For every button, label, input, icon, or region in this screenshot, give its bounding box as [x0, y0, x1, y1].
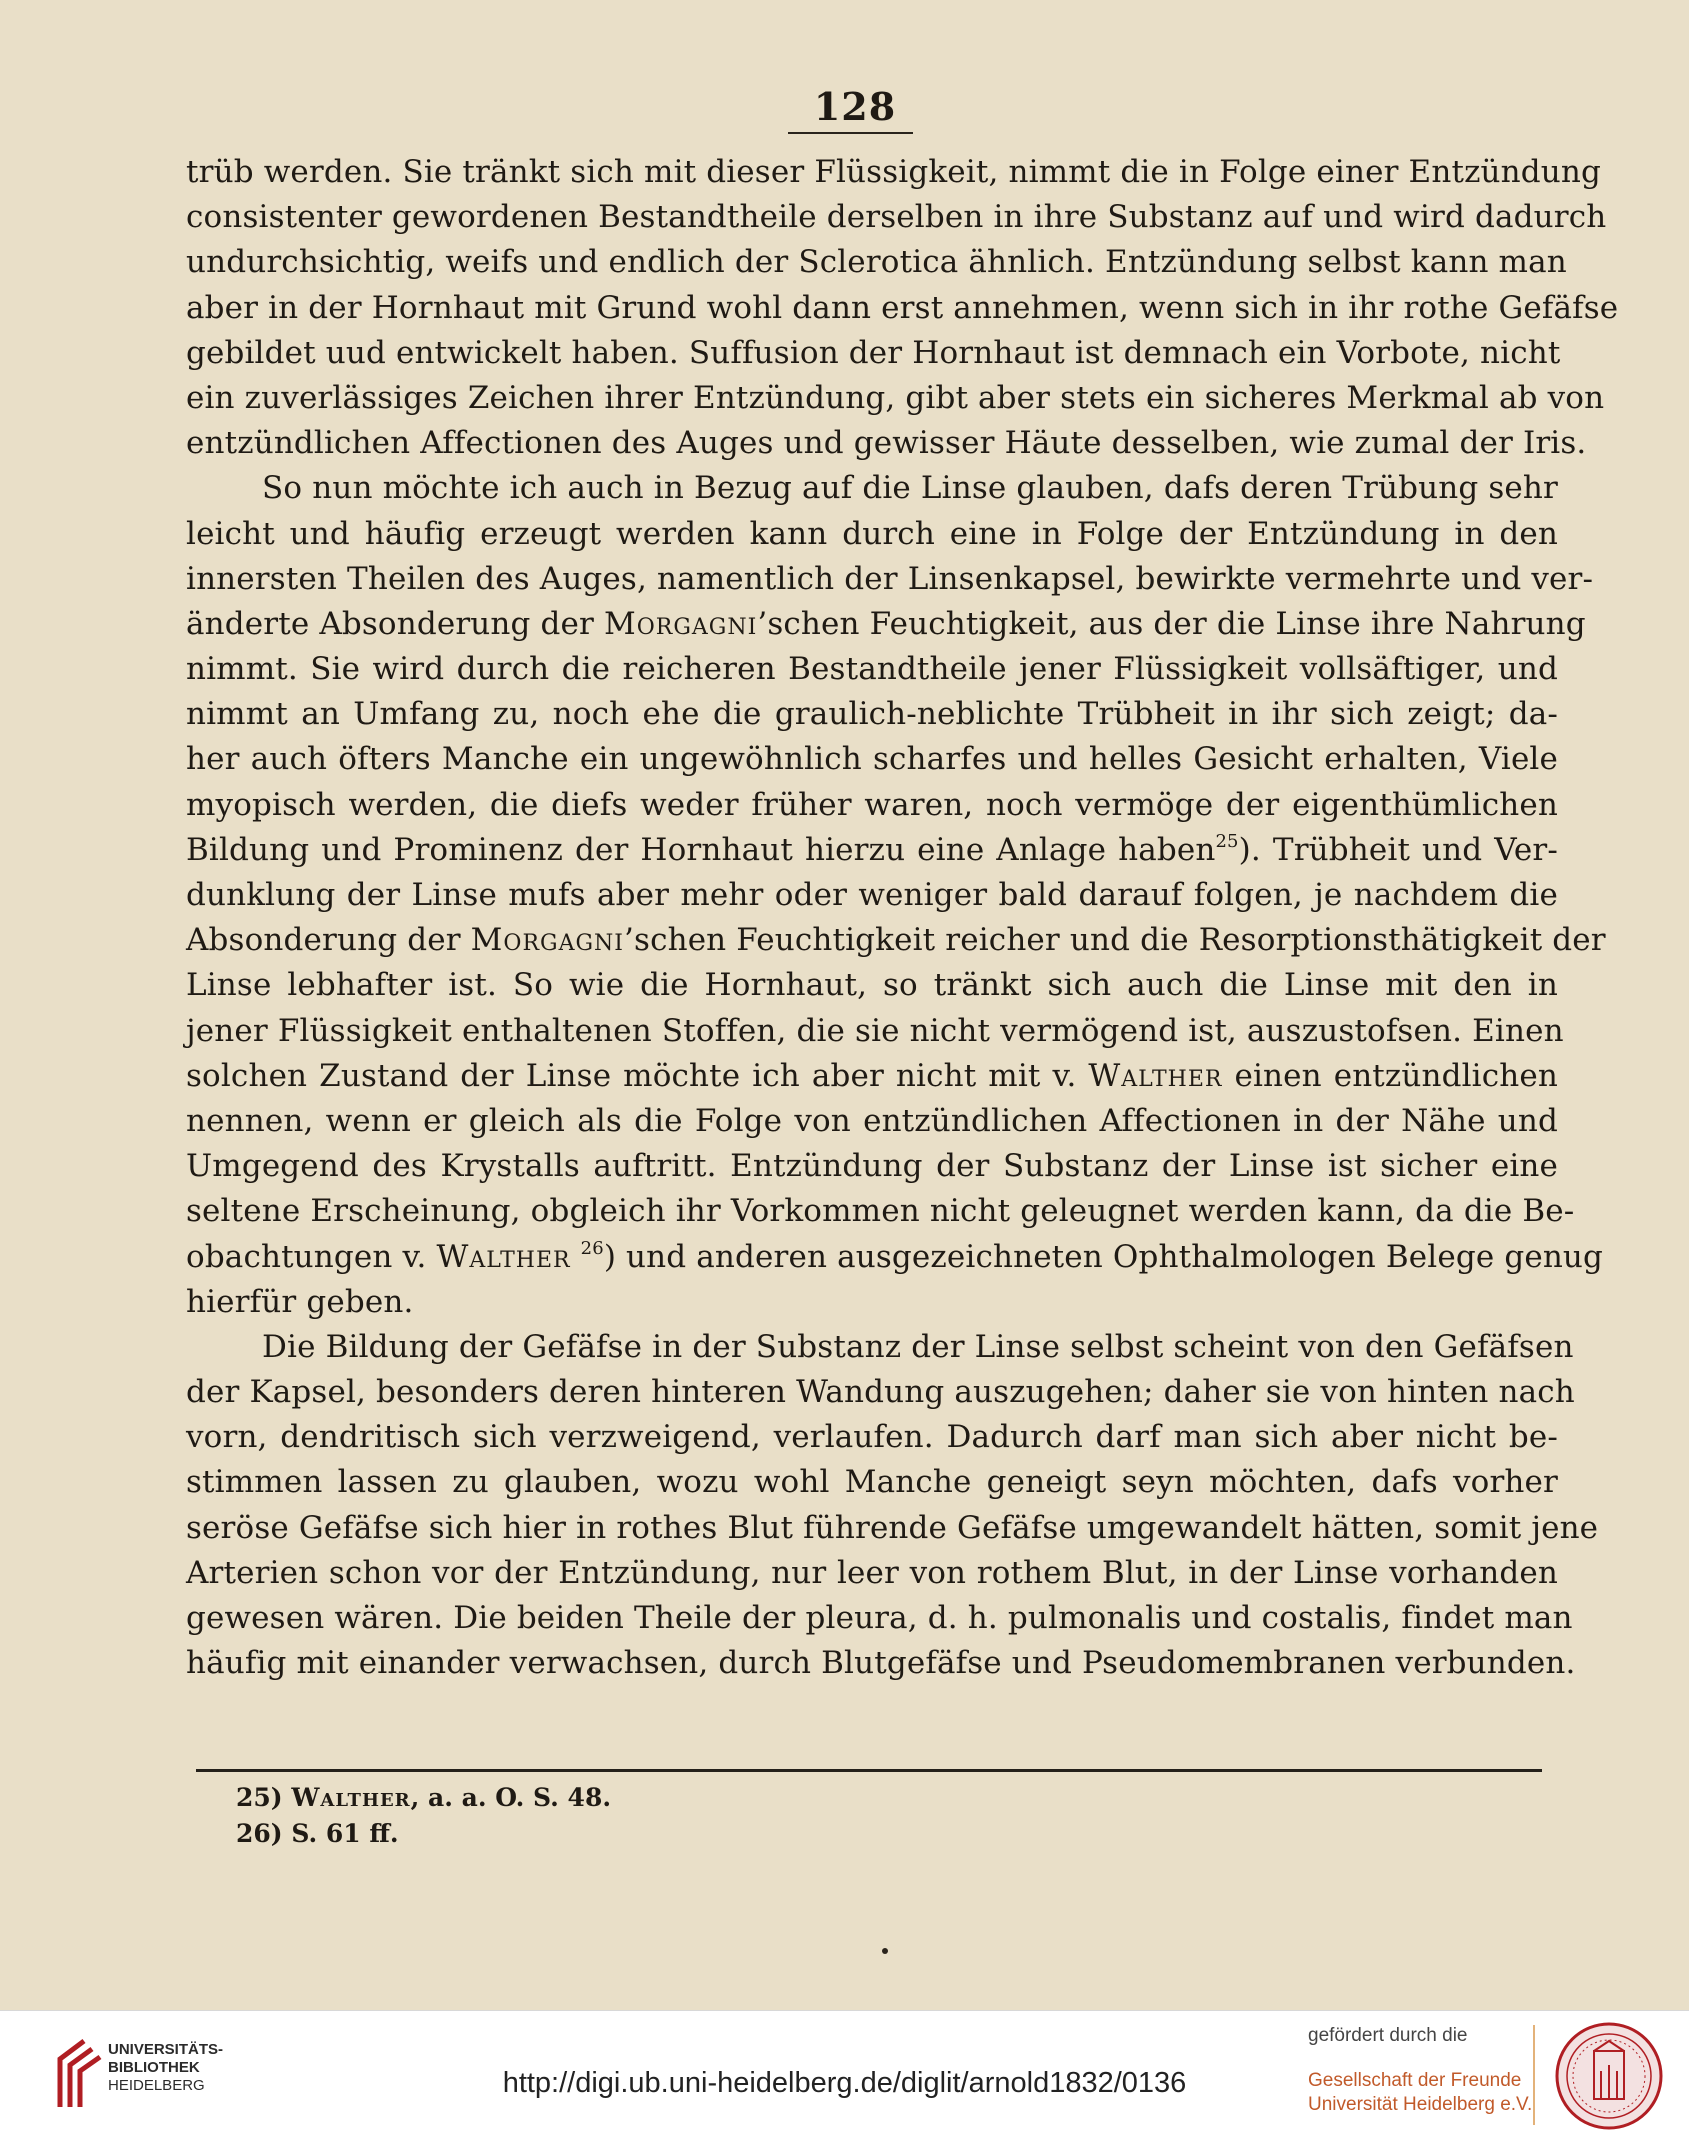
text-line: hierfür geben. — [186, 1283, 414, 1320]
text-line: obachtungen v. Walther $^{26}$) und anderen ausgezeichneten Ophthalmologen Belege genug — [186, 1237, 1604, 1275]
text-line: der Kapsel, besonders deren hinteren Wandung auszugehen; daher sie von hinten nach — [186, 1374, 1575, 1411]
text-line: her auch öfters Manche ein ungewöhnlich scharfes und helles Gesicht erhalten, Viele — [186, 741, 1558, 778]
text-line: Arterien schon vor der Entzündung, nur leer von rothem Blut, in der Linse vorhanden — [186, 1554, 1558, 1591]
permalink-url[interactable]: http://digi.ub.uni-heidelberg.de/diglit/arnold1832/0136 — [502, 2067, 1187, 2099]
text-line: häufig mit einander verwachsen, durch Blutgefäfse und Pseudomembranen verbunden. — [186, 1645, 1576, 1682]
text-line: gewesen wären. Die beiden Theile der pleura, d. h. pulmonalis und costalis, findet man — [186, 1600, 1573, 1636]
text-line: Umgegend des Krystalls auftritt. Entzündung der Substanz der Linse ist sicher eine — [186, 1148, 1558, 1185]
body-text — [186, 150, 1619, 1686]
text-line: aber in der Hornhaut mit Grund wohl dann erst annehmen, wenn sich in ihr rothe Gefäfse — [186, 289, 1619, 326]
footer-divider — [1533, 2025, 1535, 2125]
footnotes — [236, 1780, 611, 1852]
text-line: stimmen lassen zu glauben, wozu wohl Manche geneigt seyn möchten, dafs vorher — [186, 1464, 1558, 1501]
ink-speck — [882, 1948, 888, 1954]
page-number-rule — [788, 132, 913, 134]
footnote-rule — [196, 1769, 1542, 1772]
funded-by-label: gefördert durch die — [1308, 2025, 1468, 2046]
library-name-line2: BIBLIOTHEK — [108, 2059, 200, 2076]
society-name — [1308, 2069, 1532, 2117]
text-line: ein zuverlässiges Zeichen ihrer Entzündung, gibt aber stets ein sicheres Merkmal ab von — [186, 379, 1605, 416]
text-line: myopisch werden, die diefs weder früher waren, noch vermöge der eigenthümlichen — [186, 786, 1558, 823]
text-line: seltene Erscheinung, obgleich ihr Vorkommen nicht geleugnet werden kann, da die Be- — [186, 1193, 1575, 1230]
page-number: 128 — [813, 84, 897, 129]
text-line: innersten Theilen des Auges, namentlich der Linsenkapsel, bewirkte vermehrte und ver- — [186, 560, 1594, 597]
text-line: entzündlichen Affectionen des Auges und gewisser Häute desselben, wie zumal der Iris. — [186, 425, 1587, 462]
text-line: Die Bildung der Gefäfse in der Substanz der Linse selbst scheint von den Gefäfsen — [262, 1328, 1574, 1365]
text-line: Bildung und Prominenz der Hornhaut hierzu eine Anlage haben$^{25}$). Trübheit und Ver- — [186, 830, 1558, 868]
text-line: nimmt. Sie wird durch die reicheren Bestandtheile jener Flüssigkeit vollsäftiger, und — [186, 651, 1558, 688]
text-line: So nun möchte ich auch in Bezug auf die Linse glauben, dafs deren Trübung sehr — [262, 470, 1558, 507]
text-line: undurchsichtig, weifs und endlich der Sclerotica ähnlich. Entzündung selbst kann man — [186, 244, 1567, 281]
text-line: leicht und häufig erzeugt werden kann durch eine in Folge der Entzündung in den — [186, 515, 1558, 552]
text-line: Linse lebhafter ist. So wie die Hornhaut, so tränkt sich auch die Linse mit den in — [186, 967, 1558, 1004]
society-name-line2: Universität Heidelberg e.V. — [1308, 2094, 1533, 2115]
text-line: änderte Absonderung der Morgagni’schen Feuchtigkeit, aus der die Linse ihre Nahrung — [186, 605, 1586, 642]
text-line: dunklung der Linse mufs aber mehr oder weniger bald darauf folgen, je nachdem die — [186, 877, 1558, 913]
library-name-line1: UNIVERSITÄTS- — [108, 2041, 224, 2058]
footnote: 25) Walther, a. a. O. S. 48. — [236, 1783, 612, 1812]
text-line: nennen, wenn er gleich als die Folge von entzündlichen Affectionen in der Nähe und — [186, 1102, 1558, 1139]
text-line: nimmt an Umfang zu, noch ehe die graulich-neblichte Trübheit in ihr sich zeigt; da- — [186, 696, 1558, 733]
text-line: Absonderung der Morgagni’schen Feuchtigkeit reicher und die Resorptionsthätigkeit der — [186, 922, 1606, 959]
society-name-line1: Gesellschaft der Freunde — [1308, 2070, 1522, 2091]
text-line: trüb werden. Sie tränkt sich mit dieser Flüssigkeit, nimmt die in Folge einer Entzündung — [186, 154, 1601, 190]
text-line: jener Flüssigkeit enthaltenen Stoffen, die sie nicht vermögend ist, auszustofsen. Einen — [186, 1012, 1564, 1049]
digital-library-footer — [0, 2010, 1689, 2134]
text-line: consistenter gewordenen Bestandtheile derselben in ihre Substanz auf und wird dadurch — [186, 199, 1607, 236]
text-line: gebildet uud entwickelt haben. Suffusion der Hornhaut ist demnach ein Vorbote, nicht — [186, 334, 1561, 371]
footnote: 26) S. 61 ff. — [236, 1819, 399, 1848]
university-seal-icon — [1554, 2021, 1664, 2131]
text-line: seröse Gefäfse sich hier in rothes Blut führende Gefäfse umgewandelt hätten, somit jene — [186, 1509, 1599, 1546]
library-name-line3: HEIDELBERG — [108, 2077, 205, 2094]
text-line: vorn, dendritisch sich verzweigend, verlaufen. Dadurch darf man sich aber nicht be- — [186, 1419, 1558, 1456]
text-line: solchen Zustand der Linse möchte ich aber nicht mit v. Walther einen entzündlichen — [186, 1057, 1558, 1094]
